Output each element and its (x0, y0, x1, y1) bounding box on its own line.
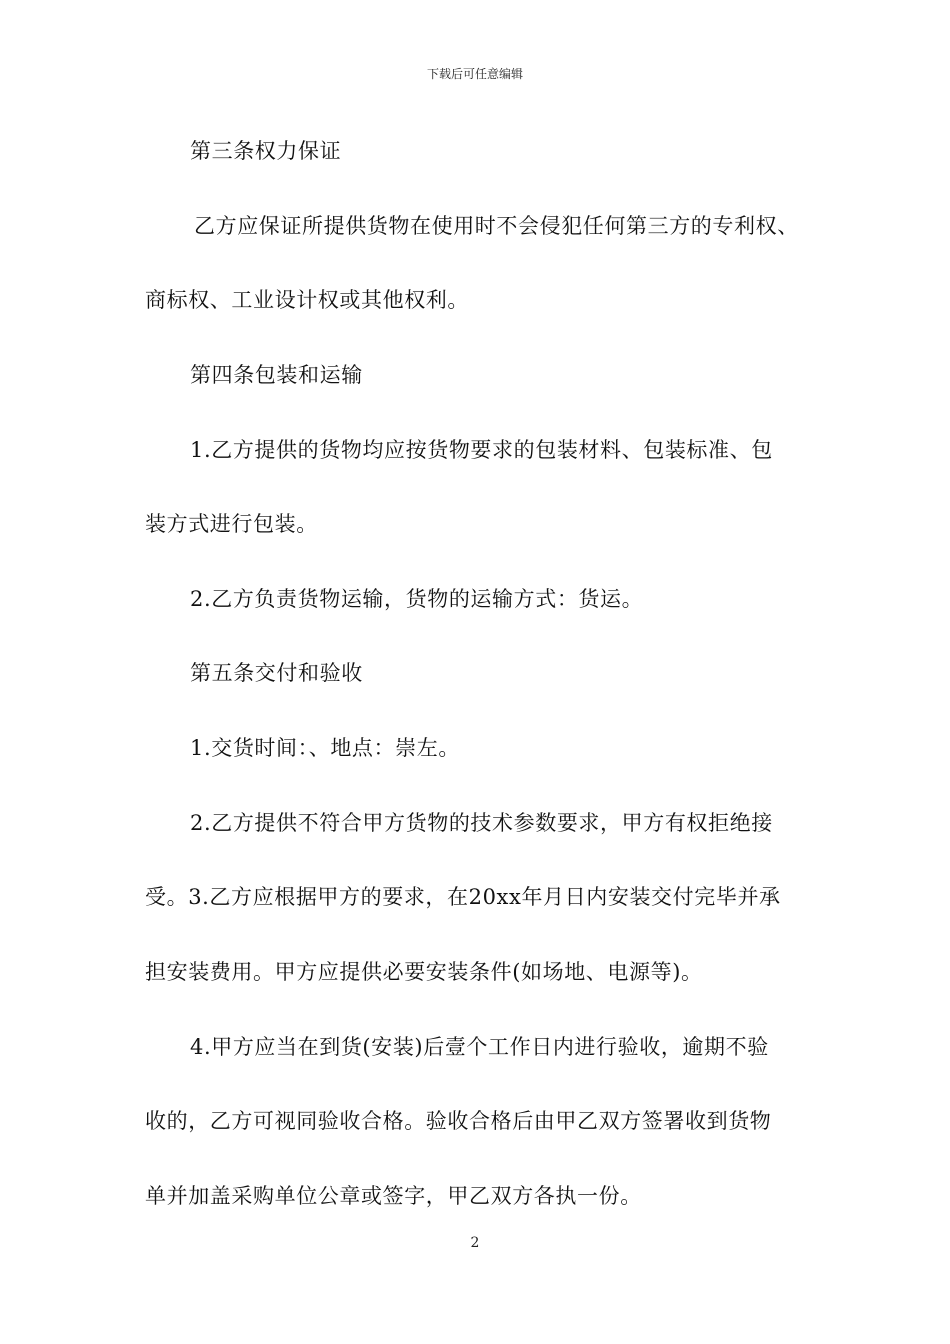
section-heading-3: 第三条权力保证 (190, 139, 342, 163)
paragraph-line: 受。3.乙方应根据甲方的要求，在20xx年月日内安装交付完毕并承 (145, 885, 781, 909)
paragraph-line: 单并加盖采购单位公章或签字，甲乙双方各执一份。 (145, 1184, 642, 1208)
page-number: 2 (470, 1235, 480, 1251)
section-heading-4: 第四条包装和运输 (190, 363, 363, 387)
paragraph-line: 4.甲方应当在到货(安装)后壹个工作日内进行验收，逾期不验 (190, 1035, 769, 1059)
section-heading-5: 第五条交付和验收 (190, 661, 363, 685)
paragraph-line: 2.乙方提供不符合甲方货物的技术参数要求，甲方有权拒绝接 (190, 811, 773, 835)
paragraph-line: 1.交货时间：、地点：崇左。 (190, 736, 460, 760)
page-header: 下载后可任意编辑 (426, 67, 523, 81)
paragraph-line: 装方式进行包装。 (145, 512, 318, 536)
paragraph-line: 担安装费用。甲方应提供必要安装条件(如场地、电源等)。 (145, 960, 703, 984)
paragraph-line: 商标权、工业设计权或其他权利。 (145, 288, 469, 312)
paragraph-line: 收的，乙方可视同验收合格。验收合格后由甲乙双方签署收到货物 (145, 1109, 772, 1133)
paragraph-line: 2.乙方负责货物运输，货物的运输方式：货运。 (190, 587, 644, 611)
paragraph-line: 乙方应保证所提供货物在使用时不会侵犯任何第三方的专利权、 (194, 214, 799, 238)
paragraph-line: 1.乙方提供的货物均应按货物要求的包装材料、包装标准、包 (190, 438, 773, 462)
